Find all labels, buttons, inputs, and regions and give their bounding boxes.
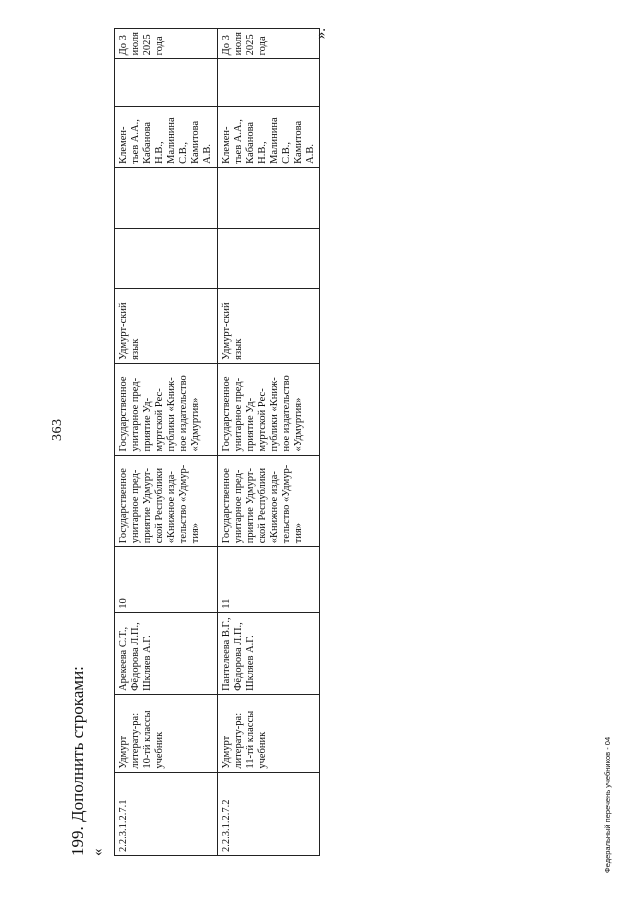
cell-publisher: Государственное унитарное пред-приятие Удмурт-ской Республики «Книжное изда-тельство «Удмур-тия» — [115, 455, 218, 547]
cell-experts: Клемен-тьев А.А., Кабанова Н.В., Малинина С.В., Камитова А.В. — [115, 107, 218, 167]
section-heading: 199. Дополнить строками: — [68, 666, 87, 856]
cell-grade: 10 — [115, 547, 218, 612]
cell-code: 2.2.3.1.2.7.2 — [217, 772, 320, 855]
opening-quote: « — [90, 848, 106, 856]
cell-title: Удмурт литерату-ра: 11-тӥ классы учебник — [217, 694, 320, 772]
cell-publisher-full: Государственное унитарное пред-приятие Уд-муртской Рес-публики «Книж-ное издательство «Удмуртия» — [217, 363, 320, 455]
cell-deadline: До 3 июля 2025 года — [115, 29, 218, 59]
cell-authors: Арекеева С.Т., Фёдорова Л.П., Шкляев А.Г. — [115, 612, 218, 694]
rotated-content — [60, 28, 600, 856]
closing-quote: ». — [313, 28, 329, 40]
footer-note: Федеральный перечень учебников - 04 — [603, 736, 612, 873]
cell-empty — [217, 59, 320, 107]
cell-code: 2.2.3.1.2.7.1 — [115, 772, 218, 855]
cell-title: Удмурт литерату-ра: 10-тӥ классы учебник — [115, 694, 218, 772]
cell-empty — [115, 229, 218, 289]
cell-publisher: Государственное унитарное пред-приятие Удмурт-ской Республики «Книжное изда-тельство «Удмур-тия» — [217, 455, 320, 547]
table-row — [217, 29, 320, 856]
cell-grade: 11 — [217, 547, 320, 612]
cell-empty — [115, 167, 218, 228]
page-number: 363 — [50, 418, 65, 441]
cell-deadline: До 3 июля 2025 года — [217, 29, 320, 59]
cell-language: Удмурт-ский язык — [217, 289, 320, 364]
cell-experts: Клемен-тьев А.А., Кабанова Н.В., Малинина С.В., Камитова А.В. — [217, 107, 320, 167]
table-row — [115, 29, 218, 856]
cell-empty — [217, 167, 320, 228]
cell-empty — [217, 229, 320, 289]
cell-authors: Пантелеева В.Г., Фёдорова Л.П., Шкляев А.Г. — [217, 612, 320, 694]
cell-publisher-full: Государственное унитарное пред-приятие Уд-муртской Рес-публики «Книж-ное издательство «Удмуртия» — [115, 363, 218, 455]
textbook-table — [114, 28, 320, 856]
cell-language: Удмурт-ский язык — [115, 289, 218, 364]
cell-empty — [115, 59, 218, 107]
